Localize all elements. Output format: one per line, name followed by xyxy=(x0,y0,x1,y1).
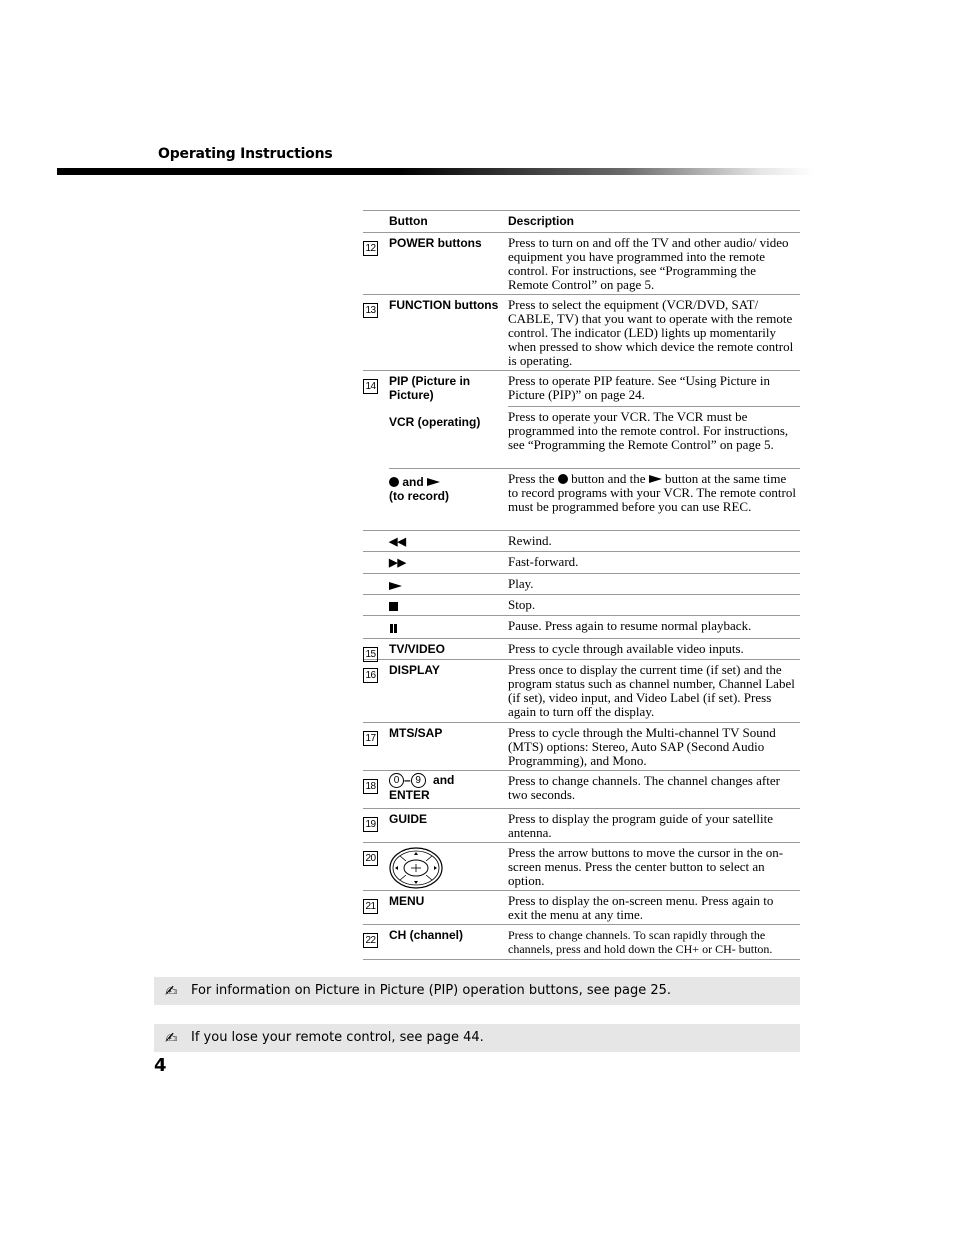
button-description: Rewind. xyxy=(508,533,552,548)
play-icon xyxy=(427,478,440,486)
item-number: 12 xyxy=(363,241,378,256)
note-box xyxy=(154,1024,800,1052)
table-row xyxy=(363,574,800,595)
item-number: 17 xyxy=(363,731,378,746)
button-name: MENU xyxy=(389,894,425,908)
table-row xyxy=(363,639,800,660)
rewind-icon: ◀◀ xyxy=(389,536,406,549)
table-row xyxy=(363,843,800,891)
header-rule xyxy=(57,168,814,175)
table-row xyxy=(363,552,800,574)
button-description: Press to operate your VCR. The VCR must be programmed into the remote control. For instructions, see “Programming the Remote Control” on page 5. xyxy=(508,406,800,468)
button-description: Press to display the program guide of your satellite antenna. xyxy=(508,811,774,840)
table-row xyxy=(363,295,800,371)
button-description-table xyxy=(363,210,800,960)
button-description: Press to display the on-screen menu. Press again to exit the menu at any time. xyxy=(508,893,774,922)
table-row xyxy=(363,925,800,960)
button-description: Press to cycle through the Multi-channel TV Sound (MTS) options: Stereo, Auto SAP (Second Audio Programming), and Mono. xyxy=(508,725,776,768)
table-row xyxy=(363,723,800,771)
item-number: 13 xyxy=(363,303,378,318)
table-row xyxy=(363,809,800,843)
table-row xyxy=(363,660,800,723)
button-description: Press the button and the button at the same time to record programs with your VCR. The remote control must be programmed before you can use REC. xyxy=(508,471,796,514)
button-name: CH (channel) xyxy=(389,928,464,942)
button-name: VCR (operating) xyxy=(389,415,481,429)
button-name: PIP (Picture in Picture) xyxy=(389,374,471,402)
button-description: Press to turn on and off the TV and other audio/ video equipment you have programmed into the remote control. For instructions, see “Programming the Remote Control” on page 5. xyxy=(508,235,789,292)
and-label: and xyxy=(402,475,424,489)
to-record-label: (to record) xyxy=(389,489,449,503)
button-name: GUIDE xyxy=(389,812,428,826)
item-number: 14 xyxy=(363,379,378,394)
table-row xyxy=(363,371,800,531)
key-nine-icon: 9 xyxy=(411,773,426,788)
button-description: Press the arrow buttons to move the cursor in the on-screen menus. Press the center button to select an option. xyxy=(508,845,784,888)
column-header-button: Button xyxy=(389,214,428,228)
record-combo-label xyxy=(389,469,508,530)
button-name: TV/VIDEO xyxy=(389,642,446,656)
item-number: 22 xyxy=(363,933,378,948)
button-description: Play. xyxy=(508,576,534,591)
number-keys-label: 0 – 9 and ENTER xyxy=(389,773,455,803)
table-row xyxy=(363,771,800,809)
button-name: DISPLAY xyxy=(389,663,440,677)
table-row xyxy=(363,891,800,925)
item-number: 20 xyxy=(363,851,378,866)
button-description: Pause. Press again to resume normal playback. xyxy=(508,618,752,633)
button-description: Press to operate PIP feature. See “Using Picture in Picture (PIP)” on page 24. xyxy=(508,373,770,402)
item-number: 19 xyxy=(363,817,378,832)
table-row xyxy=(363,616,800,639)
button-description: Press to change channels. To scan rapidly through the channels, press and hold down the CH+ or CH- button. xyxy=(508,928,773,956)
note-box xyxy=(154,977,800,1005)
button-description: Press once to display the current time (if set) and the program status such as channel number, Channel Label (if set), video input, and Video Label (if set). Press again to turn off the display. xyxy=(508,662,795,719)
table-row xyxy=(363,531,800,552)
section-title: Operating Instructions xyxy=(158,146,333,162)
fast-forward-icon: ▶▶ xyxy=(389,557,406,570)
column-header-description: Description xyxy=(508,214,575,228)
key-zero-icon: 0 xyxy=(389,773,404,788)
pen-icon: ✍ xyxy=(165,1029,178,1047)
pen-icon: ✍ xyxy=(165,982,178,1000)
play-icon xyxy=(389,582,402,590)
table-row xyxy=(363,595,800,616)
page-number: 4 xyxy=(154,1055,167,1076)
note-text: For information on Picture in Picture (PIP) operation buttons, see page 25. xyxy=(191,983,672,998)
button-description: Fast-forward. xyxy=(508,554,579,569)
button-name: MTS/SAP xyxy=(389,726,443,740)
button-description: Press to change channels. The channel changes after two seconds. xyxy=(508,773,780,802)
button-description: Stop. xyxy=(508,597,536,612)
item-number: 16 xyxy=(363,668,378,683)
table-header-row xyxy=(363,211,800,233)
item-number: 15 xyxy=(363,647,378,662)
button-name: FUNCTION buttons xyxy=(389,298,499,312)
note-text: If you lose your remote control, see page 44. xyxy=(191,1030,484,1045)
pause-icon xyxy=(389,624,398,633)
table-row xyxy=(363,233,800,295)
button-description: Press to select the equipment (VCR/DVD, SAT/ CABLE, TV) that you want to operate with the remote control. The indicator (LED) lights up momentarily when pressed to show which device the remote control is operating. xyxy=(508,297,794,368)
item-number: 18 xyxy=(363,779,378,794)
item-number: 21 xyxy=(363,899,378,914)
joystick-icon xyxy=(389,847,443,889)
play-icon xyxy=(649,475,662,483)
button-name: POWER buttons xyxy=(389,236,482,250)
button-description: Press to cycle through available video inputs. xyxy=(508,641,744,656)
record-dot-icon xyxy=(389,477,399,487)
record-dot-icon xyxy=(558,474,568,484)
stop-icon xyxy=(389,602,398,611)
